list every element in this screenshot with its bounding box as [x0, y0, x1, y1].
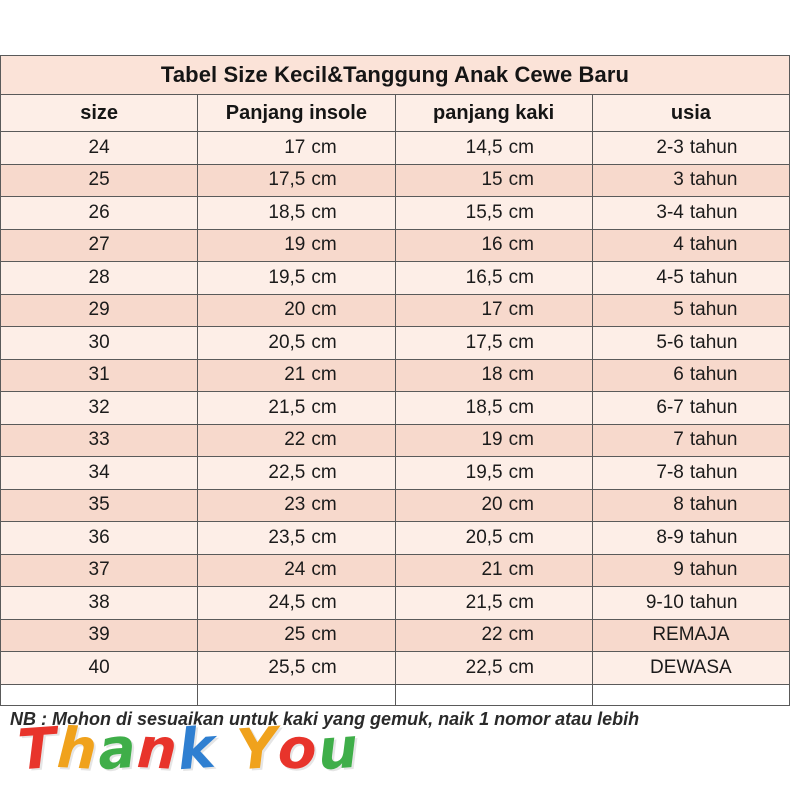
table-row — [1, 164, 790, 197]
cell-insole — [198, 359, 395, 392]
cell-age — [592, 327, 789, 360]
thank-you-letter: k — [175, 715, 219, 784]
thank-you-letter: Y — [234, 715, 281, 784]
header-row — [1, 95, 790, 132]
cell-size: 38 — [1, 587, 198, 620]
cell-age — [592, 554, 789, 587]
foot-value: 16 — [481, 234, 503, 256]
insole-value: 25,5 — [268, 656, 306, 678]
age-value: 9 — [673, 559, 684, 581]
table-row — [1, 619, 790, 652]
cell-foot — [395, 522, 592, 555]
cell-size: 35 — [1, 489, 198, 522]
title-row — [1, 56, 790, 95]
age-value: 4 — [673, 234, 684, 256]
cell-foot — [395, 262, 592, 295]
foot-value: 19 — [481, 429, 503, 451]
foot-unit: cm — [508, 559, 534, 581]
insole-unit: cm — [311, 234, 337, 256]
cell-insole — [198, 554, 395, 587]
age-value: 2-3 — [656, 136, 684, 158]
thank-you-letter: T — [15, 715, 60, 784]
cell-size: 40 — [1, 652, 198, 685]
foot-value: 22,5 — [465, 656, 503, 678]
age-unit: tahun — [689, 364, 738, 386]
cell-age — [592, 424, 789, 457]
insole-value: 25 — [284, 624, 306, 646]
foot-value: 17,5 — [465, 331, 503, 353]
foot-unit: cm — [508, 461, 534, 483]
foot-value: 19,5 — [465, 461, 503, 483]
age-value: DEWASA — [650, 656, 732, 678]
foot-value: 20 — [481, 494, 503, 516]
cell-size: 26 — [1, 197, 198, 230]
insole-value: 23,5 — [268, 526, 306, 548]
foot-unit: cm — [508, 201, 534, 223]
insole-unit: cm — [311, 526, 337, 548]
column-header-foot-length: panjang kaki — [395, 95, 592, 132]
age-unit: tahun — [689, 201, 738, 223]
cell-age — [592, 489, 789, 522]
insole-unit: cm — [311, 299, 337, 321]
cell-foot — [395, 554, 592, 587]
foot-value: 21,5 — [465, 591, 503, 613]
thank-you-letter: a — [95, 715, 140, 784]
thank-you-letter: o — [276, 716, 320, 783]
age-unit: tahun — [689, 169, 738, 191]
age-value: 9-10 — [645, 591, 684, 613]
foot-value: 21 — [481, 559, 503, 581]
insole-unit: cm — [311, 136, 337, 158]
size-table-sheet — [0, 55, 790, 710]
cell-age — [592, 359, 789, 392]
foot-value: 15 — [481, 169, 503, 191]
cell-foot — [395, 197, 592, 230]
insole-value: 20 — [284, 299, 306, 321]
foot-value: 18,5 — [465, 396, 503, 418]
foot-value: 15,5 — [465, 201, 503, 223]
cell-size: 28 — [1, 262, 198, 295]
column-header-insole: Panjang insole — [198, 95, 395, 132]
age-value: 3 — [673, 169, 684, 191]
size-table-body — [1, 56, 790, 710]
table-row — [1, 522, 790, 555]
insole-value: 24,5 — [268, 591, 306, 613]
cell-foot — [395, 652, 592, 685]
cell-foot — [395, 424, 592, 457]
cell-foot — [395, 489, 592, 522]
insole-value: 23 — [284, 494, 306, 516]
insole-value: 21,5 — [268, 396, 306, 418]
cell-foot — [395, 229, 592, 262]
foot-unit: cm — [508, 429, 534, 451]
cell-age — [592, 392, 789, 425]
cell-insole — [198, 457, 395, 490]
cell-insole — [198, 262, 395, 295]
table-row — [1, 197, 790, 230]
age-unit: tahun — [689, 396, 738, 418]
cell-insole — [198, 229, 395, 262]
thank-you-letter: n — [135, 715, 180, 784]
cell-size: 30 — [1, 327, 198, 360]
cell-age — [592, 132, 789, 165]
age-value: 7 — [673, 429, 684, 451]
age-value: 7-8 — [656, 461, 684, 483]
age-unit: tahun — [689, 136, 738, 158]
foot-unit: cm — [508, 494, 534, 516]
cell-insole — [198, 327, 395, 360]
insole-value: 17,5 — [268, 169, 306, 191]
insole-unit: cm — [311, 331, 337, 353]
table-row — [1, 327, 790, 360]
insole-unit: cm — [311, 429, 337, 451]
age-value: 5 — [673, 299, 684, 321]
age-value: 6-7 — [656, 396, 684, 418]
insole-unit: cm — [311, 396, 337, 418]
cell-insole — [198, 619, 395, 652]
table-row — [1, 587, 790, 620]
age-unit: tahun — [689, 299, 738, 321]
table-title: Tabel Size Kecil&Tanggung Anak Cewe Baru — [1, 56, 790, 95]
cell-age — [592, 619, 789, 652]
age-unit: tahun — [689, 494, 738, 516]
insole-unit: cm — [311, 591, 337, 613]
cell-size: 31 — [1, 359, 198, 392]
cell-foot — [395, 327, 592, 360]
cell-size: 25 — [1, 164, 198, 197]
insole-unit: cm — [311, 364, 337, 386]
age-value: 5-6 — [656, 331, 684, 353]
cell-insole — [198, 294, 395, 327]
foot-unit: cm — [508, 234, 534, 256]
cell-size: 27 — [1, 229, 198, 262]
thank-you-graphic — [15, 715, 361, 784]
insole-value: 17 — [284, 136, 306, 158]
insole-unit: cm — [311, 266, 337, 288]
age-unit: tahun — [689, 526, 738, 548]
foot-value: 20,5 — [465, 526, 503, 548]
foot-value: 18 — [481, 364, 503, 386]
foot-unit: cm — [508, 364, 534, 386]
table-row — [1, 392, 790, 425]
thank-you-letter: u — [315, 715, 361, 784]
cell-size: 32 — [1, 392, 198, 425]
insole-unit: cm — [311, 169, 337, 191]
cell-size: 36 — [1, 522, 198, 555]
insole-unit: cm — [311, 494, 337, 516]
cell-age — [592, 294, 789, 327]
age-value: 4-5 — [656, 266, 684, 288]
foot-unit: cm — [508, 591, 534, 613]
foot-value: 14,5 — [465, 136, 503, 158]
column-header-age: usia — [592, 95, 789, 132]
age-unit: tahun — [689, 591, 738, 613]
cell-foot — [395, 132, 592, 165]
cell-insole — [198, 197, 395, 230]
cell-age — [592, 164, 789, 197]
cell-age — [592, 587, 789, 620]
foot-unit: cm — [508, 526, 534, 548]
table-row — [1, 132, 790, 165]
insole-value: 19,5 — [268, 266, 306, 288]
foot-unit: cm — [508, 396, 534, 418]
cell-age — [592, 229, 789, 262]
table-row — [1, 262, 790, 295]
age-unit: tahun — [689, 429, 738, 451]
cell-size: 39 — [1, 619, 198, 652]
insole-unit: cm — [311, 461, 337, 483]
foot-value: 16,5 — [465, 266, 503, 288]
foot-unit: cm — [508, 299, 534, 321]
age-unit: tahun — [689, 266, 738, 288]
foot-unit: cm — [508, 169, 534, 191]
cell-foot — [395, 359, 592, 392]
insole-value: 22 — [284, 429, 306, 451]
cell-insole — [198, 164, 395, 197]
column-header-size: size — [1, 95, 198, 132]
insole-value: 21 — [284, 364, 306, 386]
insole-unit: cm — [311, 656, 337, 678]
table-row — [1, 457, 790, 490]
insole-unit: cm — [311, 559, 337, 581]
cell-age — [592, 262, 789, 295]
age-value: 3-4 — [656, 201, 684, 223]
foot-value: 22 — [481, 624, 503, 646]
cell-age — [592, 197, 789, 230]
insole-value: 18,5 — [268, 201, 306, 223]
foot-unit: cm — [508, 656, 534, 678]
cell-size: 24 — [1, 132, 198, 165]
insole-value: 24 — [284, 559, 306, 581]
insole-unit: cm — [311, 624, 337, 646]
cell-insole — [198, 392, 395, 425]
cell-age — [592, 652, 789, 685]
size-table — [0, 55, 790, 710]
table-row — [1, 229, 790, 262]
age-unit: tahun — [689, 559, 738, 581]
cell-foot — [395, 294, 592, 327]
table-row — [1, 489, 790, 522]
table-row — [1, 424, 790, 457]
foot-unit: cm — [508, 136, 534, 158]
cell-insole — [198, 652, 395, 685]
cell-insole — [198, 424, 395, 457]
cell-size: 37 — [1, 554, 198, 587]
age-value: REMAJA — [652, 624, 730, 646]
cell-insole — [198, 132, 395, 165]
foot-value: 17 — [481, 299, 503, 321]
insole-unit: cm — [311, 201, 337, 223]
table-row — [1, 359, 790, 392]
cell-size: 29 — [1, 294, 198, 327]
cell-foot — [395, 392, 592, 425]
table-row — [1, 652, 790, 685]
insole-value: 19 — [284, 234, 306, 256]
cell-age — [592, 457, 789, 490]
foot-unit: cm — [508, 331, 534, 353]
table-row — [1, 294, 790, 327]
foot-unit: cm — [508, 266, 534, 288]
insole-value: 20,5 — [268, 331, 306, 353]
age-value: 6 — [673, 364, 684, 386]
cell-foot — [395, 457, 592, 490]
cell-insole — [198, 587, 395, 620]
age-value: 8-9 — [656, 526, 684, 548]
age-unit: tahun — [689, 331, 738, 353]
thank-you-letter: h — [55, 715, 100, 784]
cell-size: 34 — [1, 457, 198, 490]
cell-age — [592, 522, 789, 555]
thank-you-letter — [215, 722, 238, 779]
insole-value: 22,5 — [268, 461, 306, 483]
note-text: NB : Mohon di sesuaikan untuk kaki yang gemuk, naik 1 nomor atau lebih — [10, 709, 640, 729]
age-value: 8 — [673, 494, 684, 516]
cell-foot — [395, 164, 592, 197]
cell-insole — [198, 489, 395, 522]
age-unit: tahun — [689, 234, 738, 256]
cell-foot — [395, 587, 592, 620]
foot-unit: cm — [508, 624, 534, 646]
cell-foot — [395, 619, 592, 652]
table-row — [1, 554, 790, 587]
cell-insole — [198, 522, 395, 555]
age-unit: tahun — [689, 461, 738, 483]
cell-size: 33 — [1, 424, 198, 457]
